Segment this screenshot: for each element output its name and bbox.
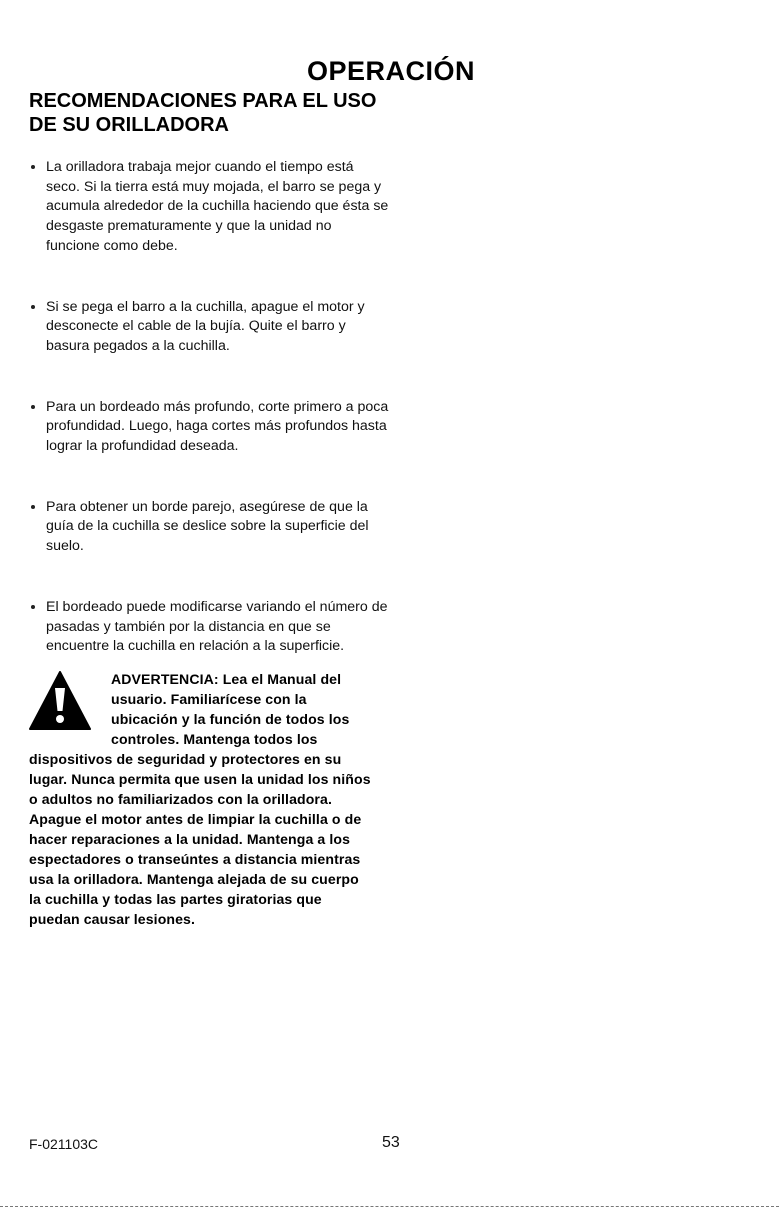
list-item-text: Para obtener un borde parejo, asegúrese de que la guía de la cuchilla se deslice sobre la superficie del suelo. bbox=[46, 498, 369, 555]
section-heading: RECOMENDACIONES PARA EL USO DE SU ORILLADORA bbox=[29, 90, 377, 136]
list-item-text: Para un bordeado más profundo, corte primero a poca profundidad. Luego, haga cortes más profundos hasta lograr la profundidad deseada. bbox=[46, 398, 389, 455]
document-code: F-021103C bbox=[29, 1136, 99, 1152]
bullet-icon bbox=[31, 165, 35, 169]
warning-block bbox=[29, 669, 374, 929]
warning-triangle-icon bbox=[29, 671, 91, 731]
list-item-text: La orilladora trabaja mejor cuando el tiempo está seco. Si la tierra está muy mojada, el barro se pega y acumula alrededor de la cuchilla haciendo que ésta se desgaste prematuramente y que la unidad no funcione como debe. bbox=[46, 159, 389, 254]
page-number: 53 bbox=[382, 1134, 400, 1151]
warning-text: ADVERTENCIA: Lea el Manual del usuario. Familiarícese con la ubicación y la función de todos los controles. Mantenga todos los dispositivos de seguridad y protectores en su lugar. Nunca permita que usen la unidad los niños o adultos no familiarizados con la orilladora. Apague el motor antes de limpiar la cuchilla o de hacer reparaciones a la unidad. Mantenga a los espectadores o transeúntes a distancia mientras usa la orilladora. Mantenga alejada de su cuerpo la cuchilla y todas las partes giratorias que puedan causar lesiones. bbox=[29, 671, 371, 927]
bullet-icon bbox=[31, 405, 35, 409]
list-item bbox=[29, 298, 389, 357]
bullet-icon bbox=[31, 505, 35, 509]
list-item bbox=[29, 598, 389, 657]
list-item bbox=[29, 498, 389, 557]
list-item-text: El bordeado puede modificarse variando el número de pasadas y también por la distancia en que se encuentre la cuchilla en relación a la superficie. bbox=[46, 598, 388, 655]
list-item-text: Si se pega el barro a la cuchilla, apague el motor y desconecte el cable de la bujía. Quite el barro y basura pegados a la cuchilla. bbox=[46, 298, 365, 354]
bullet-icon bbox=[31, 605, 35, 609]
list-item bbox=[29, 398, 389, 457]
bottom-divider bbox=[0, 1206, 779, 1207]
recommendations-list bbox=[29, 158, 389, 698]
bullet-icon bbox=[31, 305, 35, 309]
page-title: OPERACIÓN bbox=[307, 56, 476, 86]
list-item bbox=[29, 158, 389, 257]
